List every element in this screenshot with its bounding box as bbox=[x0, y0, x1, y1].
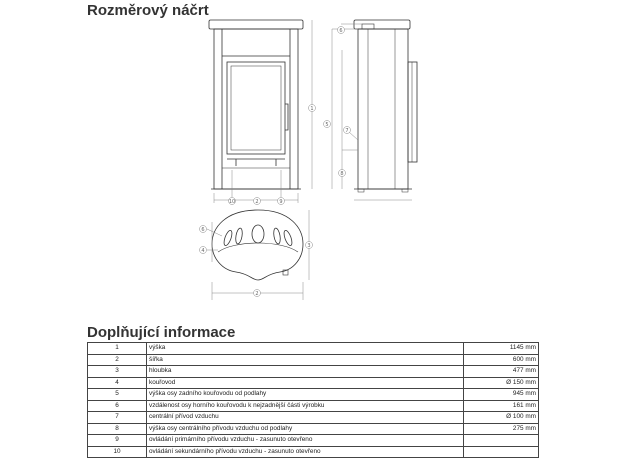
cell-num: 9 bbox=[88, 435, 147, 447]
table-row bbox=[88, 389, 539, 401]
callout-9 bbox=[278, 198, 285, 206]
svg-text:7: 7 bbox=[345, 128, 349, 134]
table-row bbox=[88, 423, 539, 435]
cell-value bbox=[464, 435, 539, 447]
cell-label: vzdálenost osy horního kouřovodu k nejzadnější části výrobku bbox=[147, 400, 464, 412]
callout-2-top bbox=[254, 290, 261, 298]
front-view bbox=[209, 20, 303, 189]
cell-value: Ø 150 mm bbox=[464, 377, 539, 389]
side-top-plate bbox=[354, 20, 410, 29]
cell-label: výška osy centrálního přívodu vzduchu od podlahy bbox=[147, 423, 464, 435]
side-body bbox=[358, 29, 408, 189]
cell-label: ovládání sekundárního přívodu vzduchu - zasunuto otevřeno bbox=[147, 446, 464, 458]
cell-num: 8 bbox=[88, 423, 147, 435]
callout-6 bbox=[338, 27, 345, 35]
cell-value: Ø 100 mm bbox=[464, 412, 539, 424]
side-view bbox=[354, 20, 417, 192]
cell-label: hloubka bbox=[147, 366, 464, 378]
cell-num: 7 bbox=[88, 412, 147, 424]
cell-value: 477 mm bbox=[464, 366, 539, 378]
svg-text:2: 2 bbox=[255, 291, 259, 297]
callout-5 bbox=[324, 121, 331, 129]
cell-value: 161 mm bbox=[464, 400, 539, 412]
cell-value: 600 mm bbox=[464, 354, 539, 366]
svg-text:3: 3 bbox=[307, 243, 311, 249]
door-handle bbox=[285, 104, 288, 130]
svg-text:1: 1 bbox=[310, 106, 314, 112]
table-row bbox=[88, 354, 539, 366]
front-top-plate bbox=[209, 20, 303, 29]
sketch-title: Rozměrový náčrt bbox=[87, 2, 209, 19]
svg-text:6: 6 bbox=[201, 227, 205, 233]
callout-6-top bbox=[200, 226, 207, 234]
callout-1 bbox=[309, 105, 316, 113]
info-title: Doplňující informace bbox=[87, 324, 236, 341]
callout-7 bbox=[344, 127, 351, 135]
table-row bbox=[88, 412, 539, 424]
cell-num: 10 bbox=[88, 446, 147, 458]
cell-label: šířka bbox=[147, 354, 464, 366]
callout-8 bbox=[339, 170, 346, 178]
callout-2 bbox=[254, 198, 261, 206]
cell-num: 2 bbox=[88, 354, 147, 366]
cell-value bbox=[464, 446, 539, 458]
cell-label: výška bbox=[147, 343, 464, 355]
svg-text:9: 9 bbox=[279, 199, 283, 205]
table-row bbox=[88, 400, 539, 412]
table-row bbox=[88, 343, 539, 355]
callout-10 bbox=[229, 198, 236, 206]
svg-text:5: 5 bbox=[325, 122, 329, 128]
cell-num: 5 bbox=[88, 389, 147, 401]
cell-num: 6 bbox=[88, 400, 147, 412]
table-row bbox=[88, 366, 539, 378]
rear-panel bbox=[408, 62, 417, 162]
cell-num: 3 bbox=[88, 366, 147, 378]
cell-value: 275 mm bbox=[464, 423, 539, 435]
cell-value: 1145 mm bbox=[464, 343, 539, 355]
cell-label: ovládání primárního přívodu vzduchu - zasunuto otevřeno bbox=[147, 435, 464, 447]
cell-label: centrální přívod vzduchu bbox=[147, 412, 464, 424]
svg-text:8: 8 bbox=[340, 171, 344, 177]
callout-4 bbox=[200, 247, 207, 255]
cell-label: výška osy zadního kouřovodu od podlahy bbox=[147, 389, 464, 401]
svg-text:6: 6 bbox=[339, 28, 343, 34]
front-door bbox=[227, 62, 285, 154]
cell-num: 4 bbox=[88, 377, 147, 389]
svg-text:4: 4 bbox=[201, 248, 205, 254]
callout-3 bbox=[306, 242, 313, 250]
flue-outlet bbox=[252, 225, 264, 243]
table-row bbox=[88, 377, 539, 389]
svg-text:10: 10 bbox=[228, 199, 236, 205]
cell-value: 945 mm bbox=[464, 389, 539, 401]
top-view bbox=[212, 210, 303, 280]
table-row bbox=[88, 446, 539, 458]
table-row bbox=[88, 435, 539, 447]
info-table bbox=[87, 342, 539, 458]
svg-text:2: 2 bbox=[255, 199, 259, 205]
cell-num: 1 bbox=[88, 343, 147, 355]
cell-label: kouřovod bbox=[147, 377, 464, 389]
